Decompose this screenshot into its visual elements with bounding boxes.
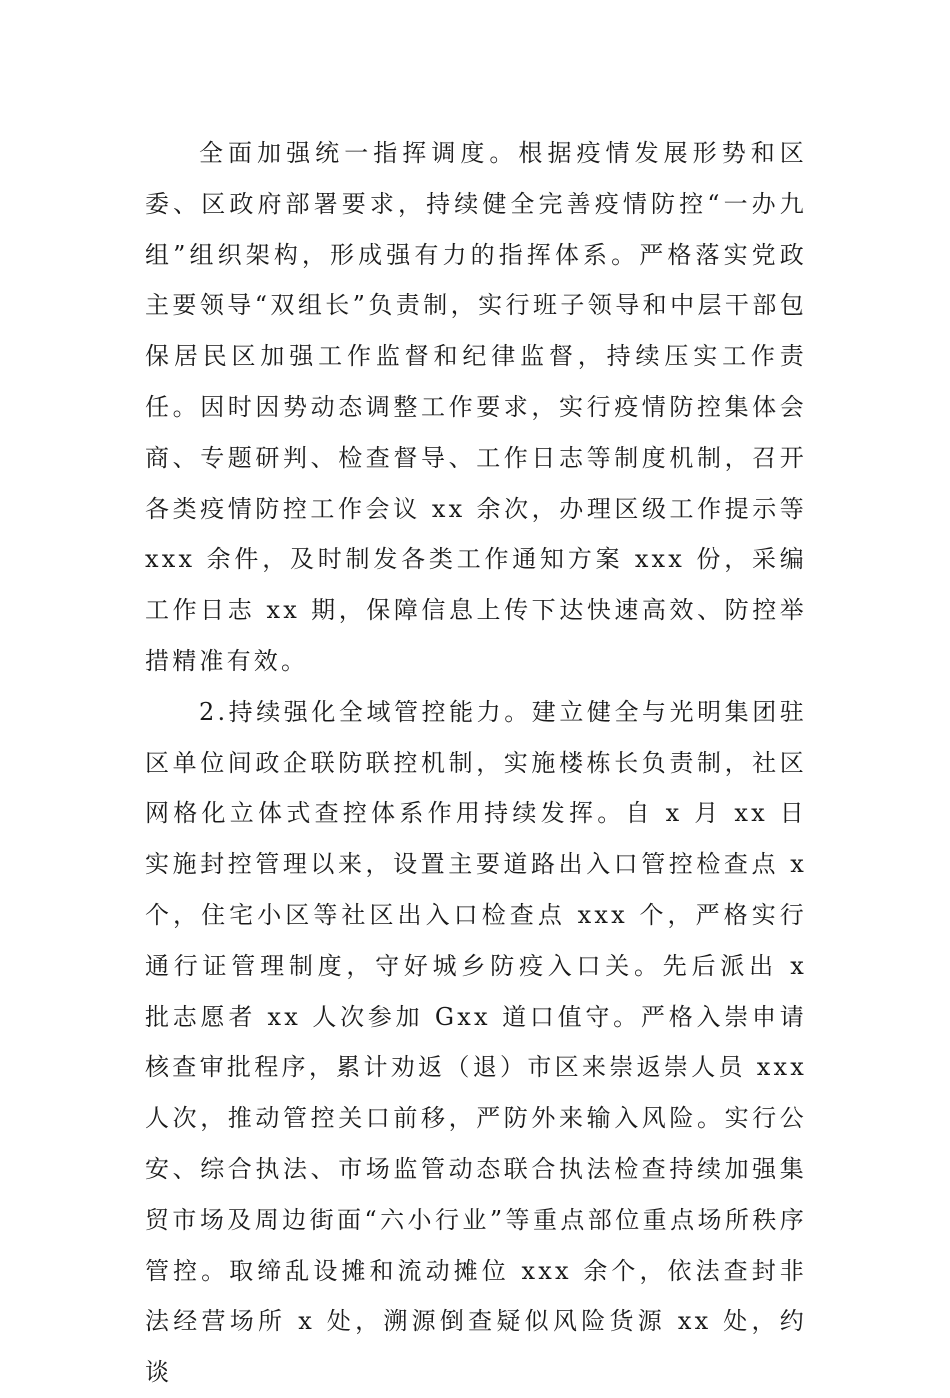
paragraph-unified-command: 全面加强统一指挥调度。根据疫情发展形势和区委、区政府部署要求，持续健全完善疫情防控“一办九组”组织架构，形成强有力的指挥体系。严格落实党政主要领导“双组长”负责制，实行班子领导和中层干部包保居民区加强工作监督和纪律监督，持续压实工作责任。因时因势动态调整工作要求，实行疫情防控集体会商、专题研判、检查督导、工作日志等制度机制，召开各类疫情防控工作会议 xx 余次，办理区级工作提示等 xxx 余件，及时制发各类工作通知方案 xxx 份，采编工作日志 xx 期，保障信息上传下达快速高效、防控举措精准有效。 (145, 139, 807, 675)
paragraph-area-control: 2.持续强化全域管控能力。建立健全与光明集团驻区单位间政企联防联控机制，实施楼栋长负责制，社区网格化立体式查控体系作用持续发挥。自 x 月 xx 日实施封控管理以来，设置主要道路出入口管控检查点 x 个，住宅小区等社区出入口检查点 xxx 个，严格实行通行证管理制度，守好城乡防疫入口关。先后派出 x 批志愿者 xx 人次参加 Gxx 道口值守。严格入崇申请核查审批程序，累计劝返（退）市区来崇返崇人员 xxx 人次，推动管控关口前移，严防外来输入风险。实行公安、综合执法、市场监管动态联合执法检查持续加强集贸市场及周边街面“六小行业”等重点部位重点场所秩序管控。取缔乱设摊和流动摊位 xxx 余个，依法查封非法经营场所 x 处，溯源倒查疑似风险货源 xx 处，约谈 (145, 697, 807, 1387)
document-body (145, 128, 807, 1398)
